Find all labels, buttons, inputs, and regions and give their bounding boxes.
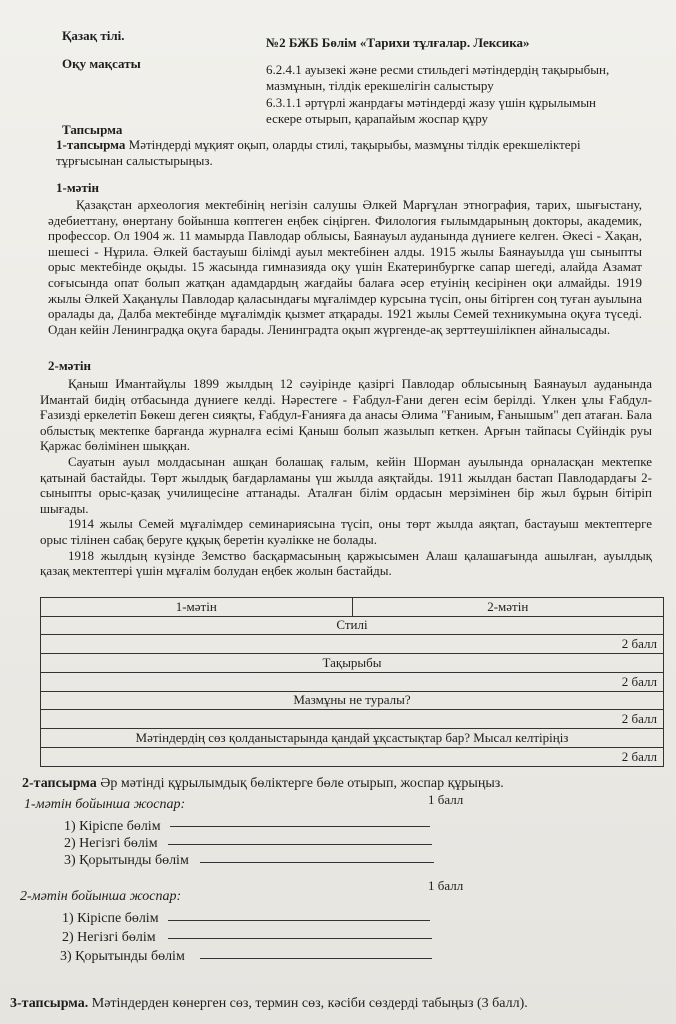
plan-1-answer-line-3[interactable] — [200, 862, 434, 863]
plan-2-item-conclusion: 3) Қорытынды бөлім — [60, 949, 185, 964]
plan-1-answer-line-2[interactable] — [168, 844, 432, 845]
text-2-body — [40, 376, 652, 579]
goal-1: 6.2.4.1 ауызекі және ресми стильдегі мәтіндердің тақырыбын, мазмұнын, тілдік ерекшелігін салыстыру — [266, 62, 610, 93]
text-2-heading: 2-мәтін — [48, 358, 91, 373]
table-row — [41, 654, 664, 673]
table-row-points[interactable]: 2 балл — [41, 635, 664, 654]
task-2 — [22, 775, 504, 792]
table-row — [41, 747, 664, 766]
table-row — [41, 635, 664, 654]
task-1-label: 1-тапсырма — [56, 137, 126, 152]
task-2-text: Әр мәтінді құрылымдық бөліктерге бөле отырып, жоспар құрыңыз. — [96, 776, 504, 791]
task-3-text: Мәтіндерден көнерген сөз, термин сөз, кәсіби сөздерді табыңыз (3 балл). — [88, 996, 528, 1011]
plan-1-item-intro: 1) Кіріспе бөлім — [64, 819, 161, 834]
goal-2: 6.3.1.1 әртүрлі жанрдағы мәтіндерді жазу үшін құрылымын ескере отырып, қарапайым жоспар құру — [266, 95, 597, 126]
task-2-points-1: 1 балл — [428, 792, 464, 807]
table-header-text-1: 1-мәтін — [41, 598, 353, 617]
plan-2-answer-line-2[interactable] — [168, 938, 432, 939]
table-row-points[interactable]: 2 балл — [41, 672, 664, 691]
table-row-label: Мазмұны не туралы? — [41, 691, 664, 710]
text-2-paragraph-1: Қаныш Имантайұлы 1899 жылдың 12 сәуірінде қазіргі Павлодар облысының Баянауыл ауданында Имантай бидің отбасында дүниеге келді. Нәрестеге - Ғабдул-Ғани деген есім берілді. Үлкен ұлы Ғабдул-Ғазизді еркелетіп Бөкеш деген сияқты, Ғабдул-Ғанияға да анасы Әлима "Ғаниым, Ғанышым" деп атаған. Бала облыстық мектепке барғанда журналға есімі Қаныш болып жазылып кеткен. Арғын тайпасы Сүйіндік руы Қаржас бөлімінен шыққан. — [40, 376, 652, 454]
task-1 — [56, 137, 640, 168]
task-3-label: 3-тапсырма. — [10, 996, 89, 1011]
table-row — [41, 672, 664, 691]
comparison-table — [40, 597, 664, 767]
text-2-paragraph-2: Сауатын ауыл молдасынан ашқан болашақ ғалым, кейін Шорман ауылында орналасқан мектепке қатынай бастайды. Төрт жылдық бағдарламаны үш жылда аяқтайды. 1911 жылдан бастап Павлодардағы 2-сыныпты орыс-қазақ училищесіне аттанады. Аталған білім ордасын мерзімінен бір жыл бұрын бітіріп шығады. — [40, 453, 652, 516]
plan-1-item-main: 2) Негізгі бөлім — [64, 836, 158, 851]
table-row-label: Мәтіндердің сөз қолданыстарында қандай ұқсастықтар бар? Мысал келтіріңіз — [41, 729, 664, 748]
task-heading: Тапсырма — [62, 122, 123, 137]
task-1-text: Мәтіндерді мұқият оқып, оларды стилі, тақырыбы, мазмұны тілдік ерекшеліктері тұрғысынан салыстырыңыз. — [56, 137, 581, 168]
plan-1-item-conclusion: 3) Қорытынды бөлім — [64, 853, 189, 868]
table-row — [41, 616, 664, 635]
table-row-label: Тақырыбы — [41, 654, 664, 673]
plan-2-item-main: 2) Негізгі бөлім — [62, 930, 156, 945]
table-row — [41, 691, 664, 710]
subject-label: Қазақ тілі. — [62, 28, 125, 43]
plan-2-item-intro: 1) Кіріспе бөлім — [62, 911, 159, 926]
table-row-label: Стилі — [41, 616, 664, 635]
plan-2-answer-line-3[interactable] — [200, 958, 432, 959]
plan-1-title: 1-мәтін бойынша жоспар: — [24, 797, 186, 812]
table-header-text-2: 2-мәтін — [352, 598, 664, 617]
text-2-paragraph-3: 1914 жылы Семей мұғалімдер семинариясына түсіп, оны төрт жылда аяқтап, бастауыш мектептерге орыс тілінен сабақ беруге құқық беретін куәлікке не болады. — [40, 516, 652, 547]
table-header-row — [41, 598, 664, 617]
text-1-heading: 1-мәтін — [56, 180, 99, 195]
table-row-points[interactable]: 2 балл — [41, 747, 664, 766]
text-1-body: Қазақстан археология мектебінің негізін салушы Әлкей Марғұлан этнография, тарих, шығыстану, әдебиеттану, өнертану бойынша көптеген еңбек сіңірген. Филология ғылымдарының докторы, академик, профессор. Ол 1904 ж. 11 мамырда Павлодар облысы, Баянауыл ауданында дүниеге келген. Әкесі - Хақан, шешесі - Нұрила. Әлкей бастауыш білімді ауыл мектебінен алды. 1915 жылы Баянауылда үш сыныпты орыс мектебінде оқыды. 15 жасында гимназияда оқу үшін Екатеринбургке сапар шегеді, алайда Азамат соғысында опат болып жатқан адамдардың жағдайы балаға әсер етуінің кесірінен оқи алмайды. 1919 жылы Әлкей Хақанұлы Павлодар қаласындағы мұғалімдер курсына түсіп, оны бітірген соң туған ауылына оралады да, Далба мектебінде мұғалімдік қызмет атқарады. 1921 жылы Семей техникумына оқуға түседі. Одан кейін Ленинградқа оқуға барады. Ленинградта оқып жүргенде-ақ зерттеушілікпен айналысады. — [48, 197, 642, 337]
table-row-points[interactable]: 2 балл — [41, 710, 664, 729]
table-row — [41, 729, 664, 748]
task-2-points-2: 1 балл — [428, 878, 464, 893]
plan-1-answer-line-1[interactable] — [170, 826, 430, 827]
task-3 — [10, 995, 528, 1012]
table-row — [41, 710, 664, 729]
text-2-paragraph-4: 1918 жылдың күзінде Земство басқармасының қаржысымен Алаш қалашағында ашылған, ауылдық қазақ мектептері үшін мұғалім болудан еңбек жолын бастайды. — [40, 547, 652, 579]
plan-2-title: 2-мәтін бойынша жоспар: — [20, 889, 182, 904]
page-title: №2 БЖБ Бөлім «Тарихи тұлғалар. Лексика» — [266, 35, 530, 50]
plan-2-answer-line-1[interactable] — [168, 920, 430, 921]
goals-label: Оқу мақсаты — [62, 56, 141, 71]
task-2-label: 2-тапсырма — [22, 776, 97, 791]
